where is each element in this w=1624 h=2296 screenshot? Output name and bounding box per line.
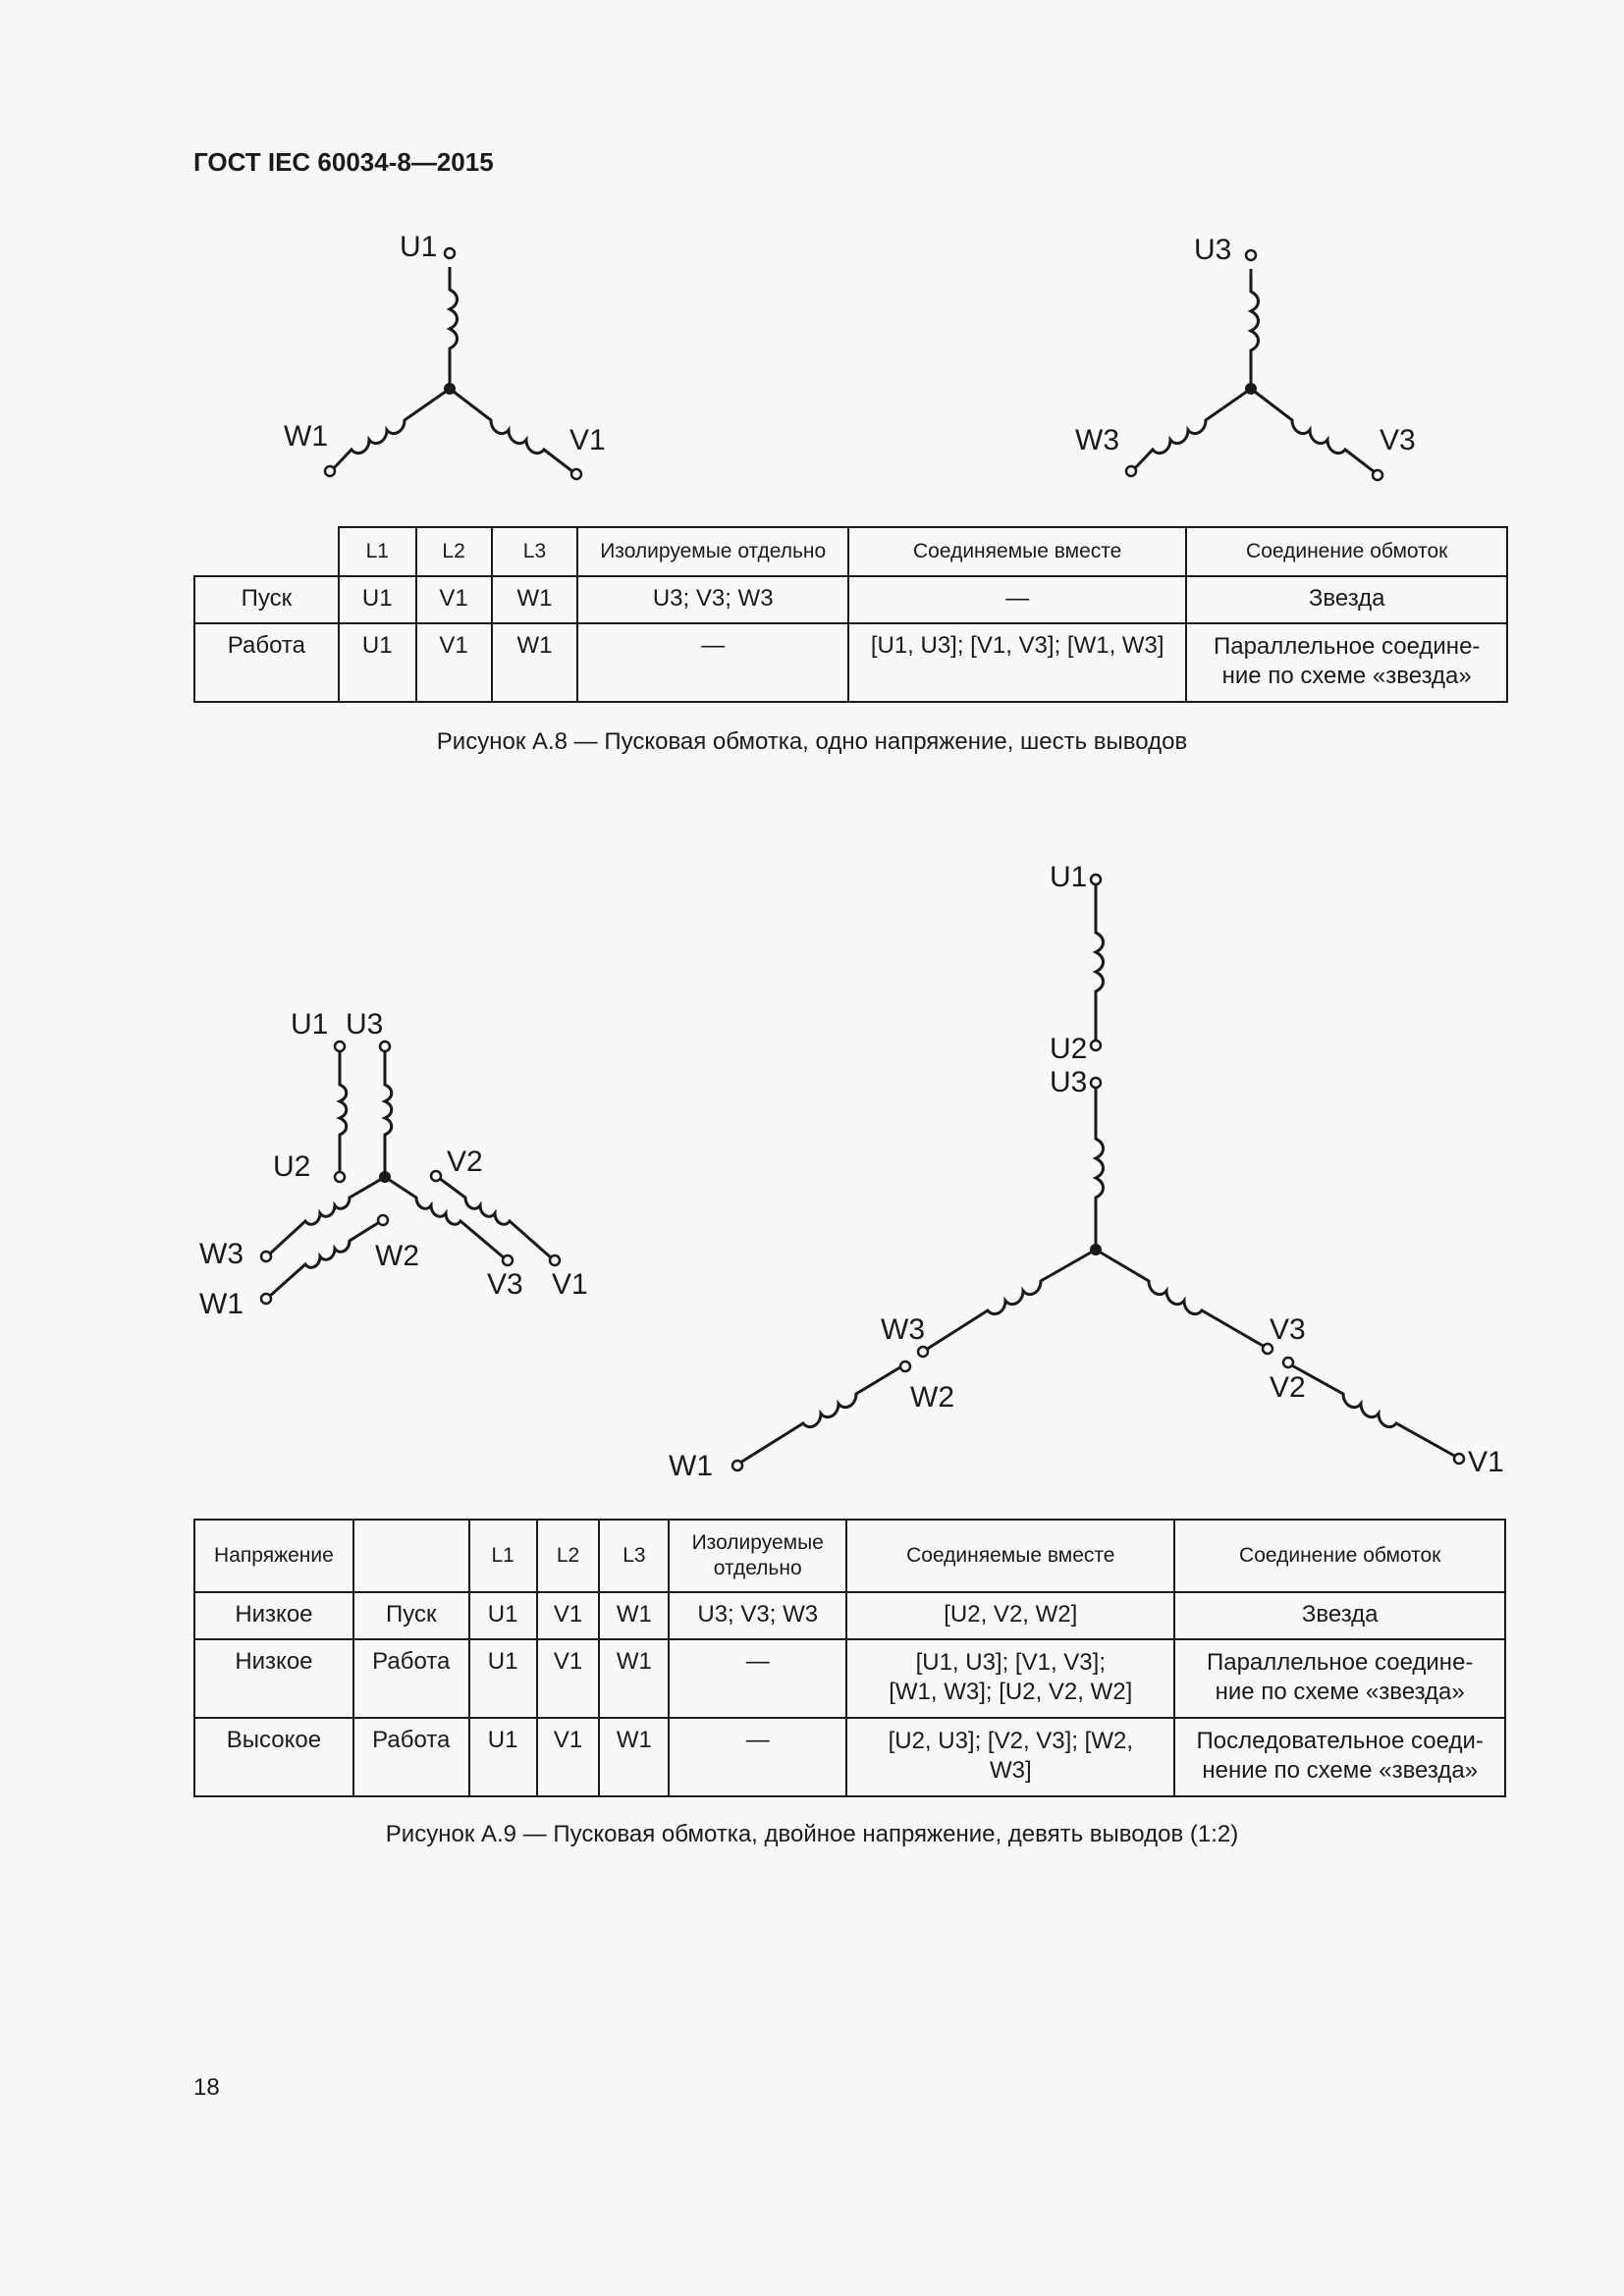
cell-l1: U1 <box>339 623 416 702</box>
cell-mode: Работа <box>353 1718 469 1796</box>
document-header: ГОСТ IEC 60034-8—2015 <box>193 147 494 177</box>
cell-l1: U1 <box>469 1592 537 1639</box>
column-header-l3: L3 <box>599 1520 669 1592</box>
cell-joined-line: [U2, U3]; [V2, V3]; [W2, <box>888 1728 1133 1754</box>
cell-connection <box>1186 623 1507 702</box>
table-row <box>194 1718 1505 1796</box>
figure-a8-diagram <box>0 226 1624 491</box>
page-number: 18 <box>193 2074 220 2101</box>
terminal-label-u3: U3 <box>1194 234 1232 266</box>
column-header-isolated: Изолируемые отдельно <box>577 527 848 576</box>
table-row <box>194 1592 1505 1639</box>
cell-connection: Звезда <box>1174 1592 1505 1639</box>
cell-l3: W1 <box>492 576 578 623</box>
star-diagram-large <box>669 861 1504 1482</box>
column-header-joined: Соединяемые вместе <box>848 527 1186 576</box>
cell-voltage: Низкое <box>194 1639 353 1718</box>
cell-connection-line: ние по схеме «звезда» <box>1215 1679 1465 1705</box>
cell-voltage: Высокое <box>194 1718 353 1796</box>
terminal-label-w1: W1 <box>284 420 328 453</box>
cell-connection-line: Параллельное соедине- <box>1213 633 1481 660</box>
figure-a9-diagram <box>0 854 1624 1492</box>
cell-connection <box>1174 1718 1505 1796</box>
cell-isolated: U3; V3; W3 <box>669 1592 846 1639</box>
cell-connection <box>1174 1639 1505 1718</box>
column-header-isolated-line: Изолируемые <box>691 1531 824 1554</box>
cell-l1: U1 <box>469 1718 537 1796</box>
terminal-label-u1: U1 <box>1050 861 1088 893</box>
terminal-label-u1: U1 <box>291 1008 329 1041</box>
cell-connection: Звезда <box>1186 576 1507 623</box>
cell-isolated: — <box>669 1639 846 1718</box>
cell-l2: V1 <box>416 623 492 702</box>
cell-connection-line: ние по схеме «звезда» <box>1221 663 1472 689</box>
terminal-label-v3: V3 <box>1270 1313 1306 1346</box>
figure-a9-caption: Рисунок А.9 — Пусковая обмотка, двойное напряжение, девять выводов (1:2) <box>385 1821 1239 1847</box>
terminal-label-v3: V3 <box>487 1268 523 1301</box>
cell-mode: Пуск <box>353 1592 469 1639</box>
cell-joined-line: W3] <box>989 1757 1032 1784</box>
cell-l3: W1 <box>599 1639 669 1718</box>
column-header-l1: L1 <box>339 527 416 576</box>
star-diagram-small <box>199 1008 588 1320</box>
star-diagram-right <box>1075 234 1416 480</box>
cell-joined: [U2, V2, W2] <box>846 1592 1174 1639</box>
column-header-l1: L1 <box>469 1520 537 1592</box>
column-header-connection: Соединение обмоток <box>1186 527 1507 576</box>
cell-connection-line: Последовательное соеди- <box>1196 1728 1484 1754</box>
table-row <box>194 576 1507 623</box>
figure-a9-table <box>193 1519 1506 1797</box>
column-header-connection: Соединение обмоток <box>1174 1520 1505 1592</box>
terminal-label-u3: U3 <box>1050 1066 1088 1098</box>
cell-l3: W1 <box>599 1592 669 1639</box>
cell-l2: V1 <box>537 1718 600 1796</box>
cell-joined-line: [U1, U3]; [V1, V3]; <box>915 1649 1106 1676</box>
figure-a8-table <box>193 526 1508 703</box>
terminal-label-u2: U2 <box>1050 1033 1088 1065</box>
column-header-mode <box>353 1520 469 1592</box>
terminal-label-u2: U2 <box>273 1150 311 1183</box>
cell-joined: — <box>848 576 1186 623</box>
cell-isolated: U3; V3; W3 <box>577 576 848 623</box>
cell-joined: [U1, U3]; [V1, V3]; [W1, W3] <box>848 623 1186 702</box>
figure-a8-caption: Рисунок А.8 — Пусковая обмотка, одно напряжение, шесть выводов <box>436 728 1188 755</box>
star-diagram-left <box>284 231 606 479</box>
terminal-label-w3: W3 <box>199 1238 244 1270</box>
terminal-label-u3: U3 <box>346 1008 384 1041</box>
cell-connection-line: нение по схеме «звезда» <box>1202 1757 1479 1784</box>
table-row <box>194 623 1507 702</box>
cell-connection-line: Параллельное соедине- <box>1206 1649 1474 1676</box>
cell-l3: W1 <box>599 1718 669 1796</box>
cell-voltage: Низкое <box>194 1592 353 1639</box>
cell-mode: Работа <box>353 1639 469 1718</box>
cell-l1: U1 <box>339 576 416 623</box>
terminal-label-w3: W3 <box>1075 424 1119 456</box>
cell-mode: Пуск <box>194 576 339 623</box>
cell-joined-line: [W1, W3]; [U2, V2, W2] <box>889 1679 1133 1705</box>
header-blank-cell <box>194 527 339 576</box>
column-header-isolated-line: отдельно <box>713 1557 802 1579</box>
cell-isolated: — <box>669 1718 846 1796</box>
cell-l3: W1 <box>492 623 578 702</box>
column-header-l3: L3 <box>492 527 578 576</box>
column-header-l2: L2 <box>416 527 492 576</box>
table-row <box>194 1639 1505 1718</box>
cell-joined <box>846 1639 1174 1718</box>
column-header-isolated <box>669 1520 846 1592</box>
cell-l2: V1 <box>537 1592 600 1639</box>
column-header-l2: L2 <box>537 1520 600 1592</box>
column-header-voltage: Напряжение <box>194 1520 353 1592</box>
column-header-joined: Соединяемые вместе <box>846 1520 1174 1592</box>
terminal-label-v2: V2 <box>447 1146 483 1178</box>
cell-l2: V1 <box>416 576 492 623</box>
terminal-label-v2: V2 <box>1270 1371 1306 1404</box>
cell-joined <box>846 1718 1174 1796</box>
terminal-label-v3: V3 <box>1380 424 1416 456</box>
cell-mode: Работа <box>194 623 339 702</box>
terminal-label-w3: W3 <box>881 1313 925 1346</box>
cell-l2: V1 <box>537 1639 600 1718</box>
terminal-label-w1: W1 <box>669 1450 713 1482</box>
cell-l1: U1 <box>469 1639 537 1718</box>
terminal-label-v1: V1 <box>552 1268 588 1301</box>
terminal-label-u1: U1 <box>400 231 438 263</box>
terminal-label-w2: W2 <box>375 1240 419 1272</box>
terminal-label-w1: W1 <box>199 1288 244 1320</box>
terminal-label-v1: V1 <box>569 424 606 456</box>
terminal-label-w2: W2 <box>910 1381 954 1414</box>
cell-isolated: — <box>577 623 848 702</box>
terminal-label-v1: V1 <box>1468 1446 1504 1478</box>
